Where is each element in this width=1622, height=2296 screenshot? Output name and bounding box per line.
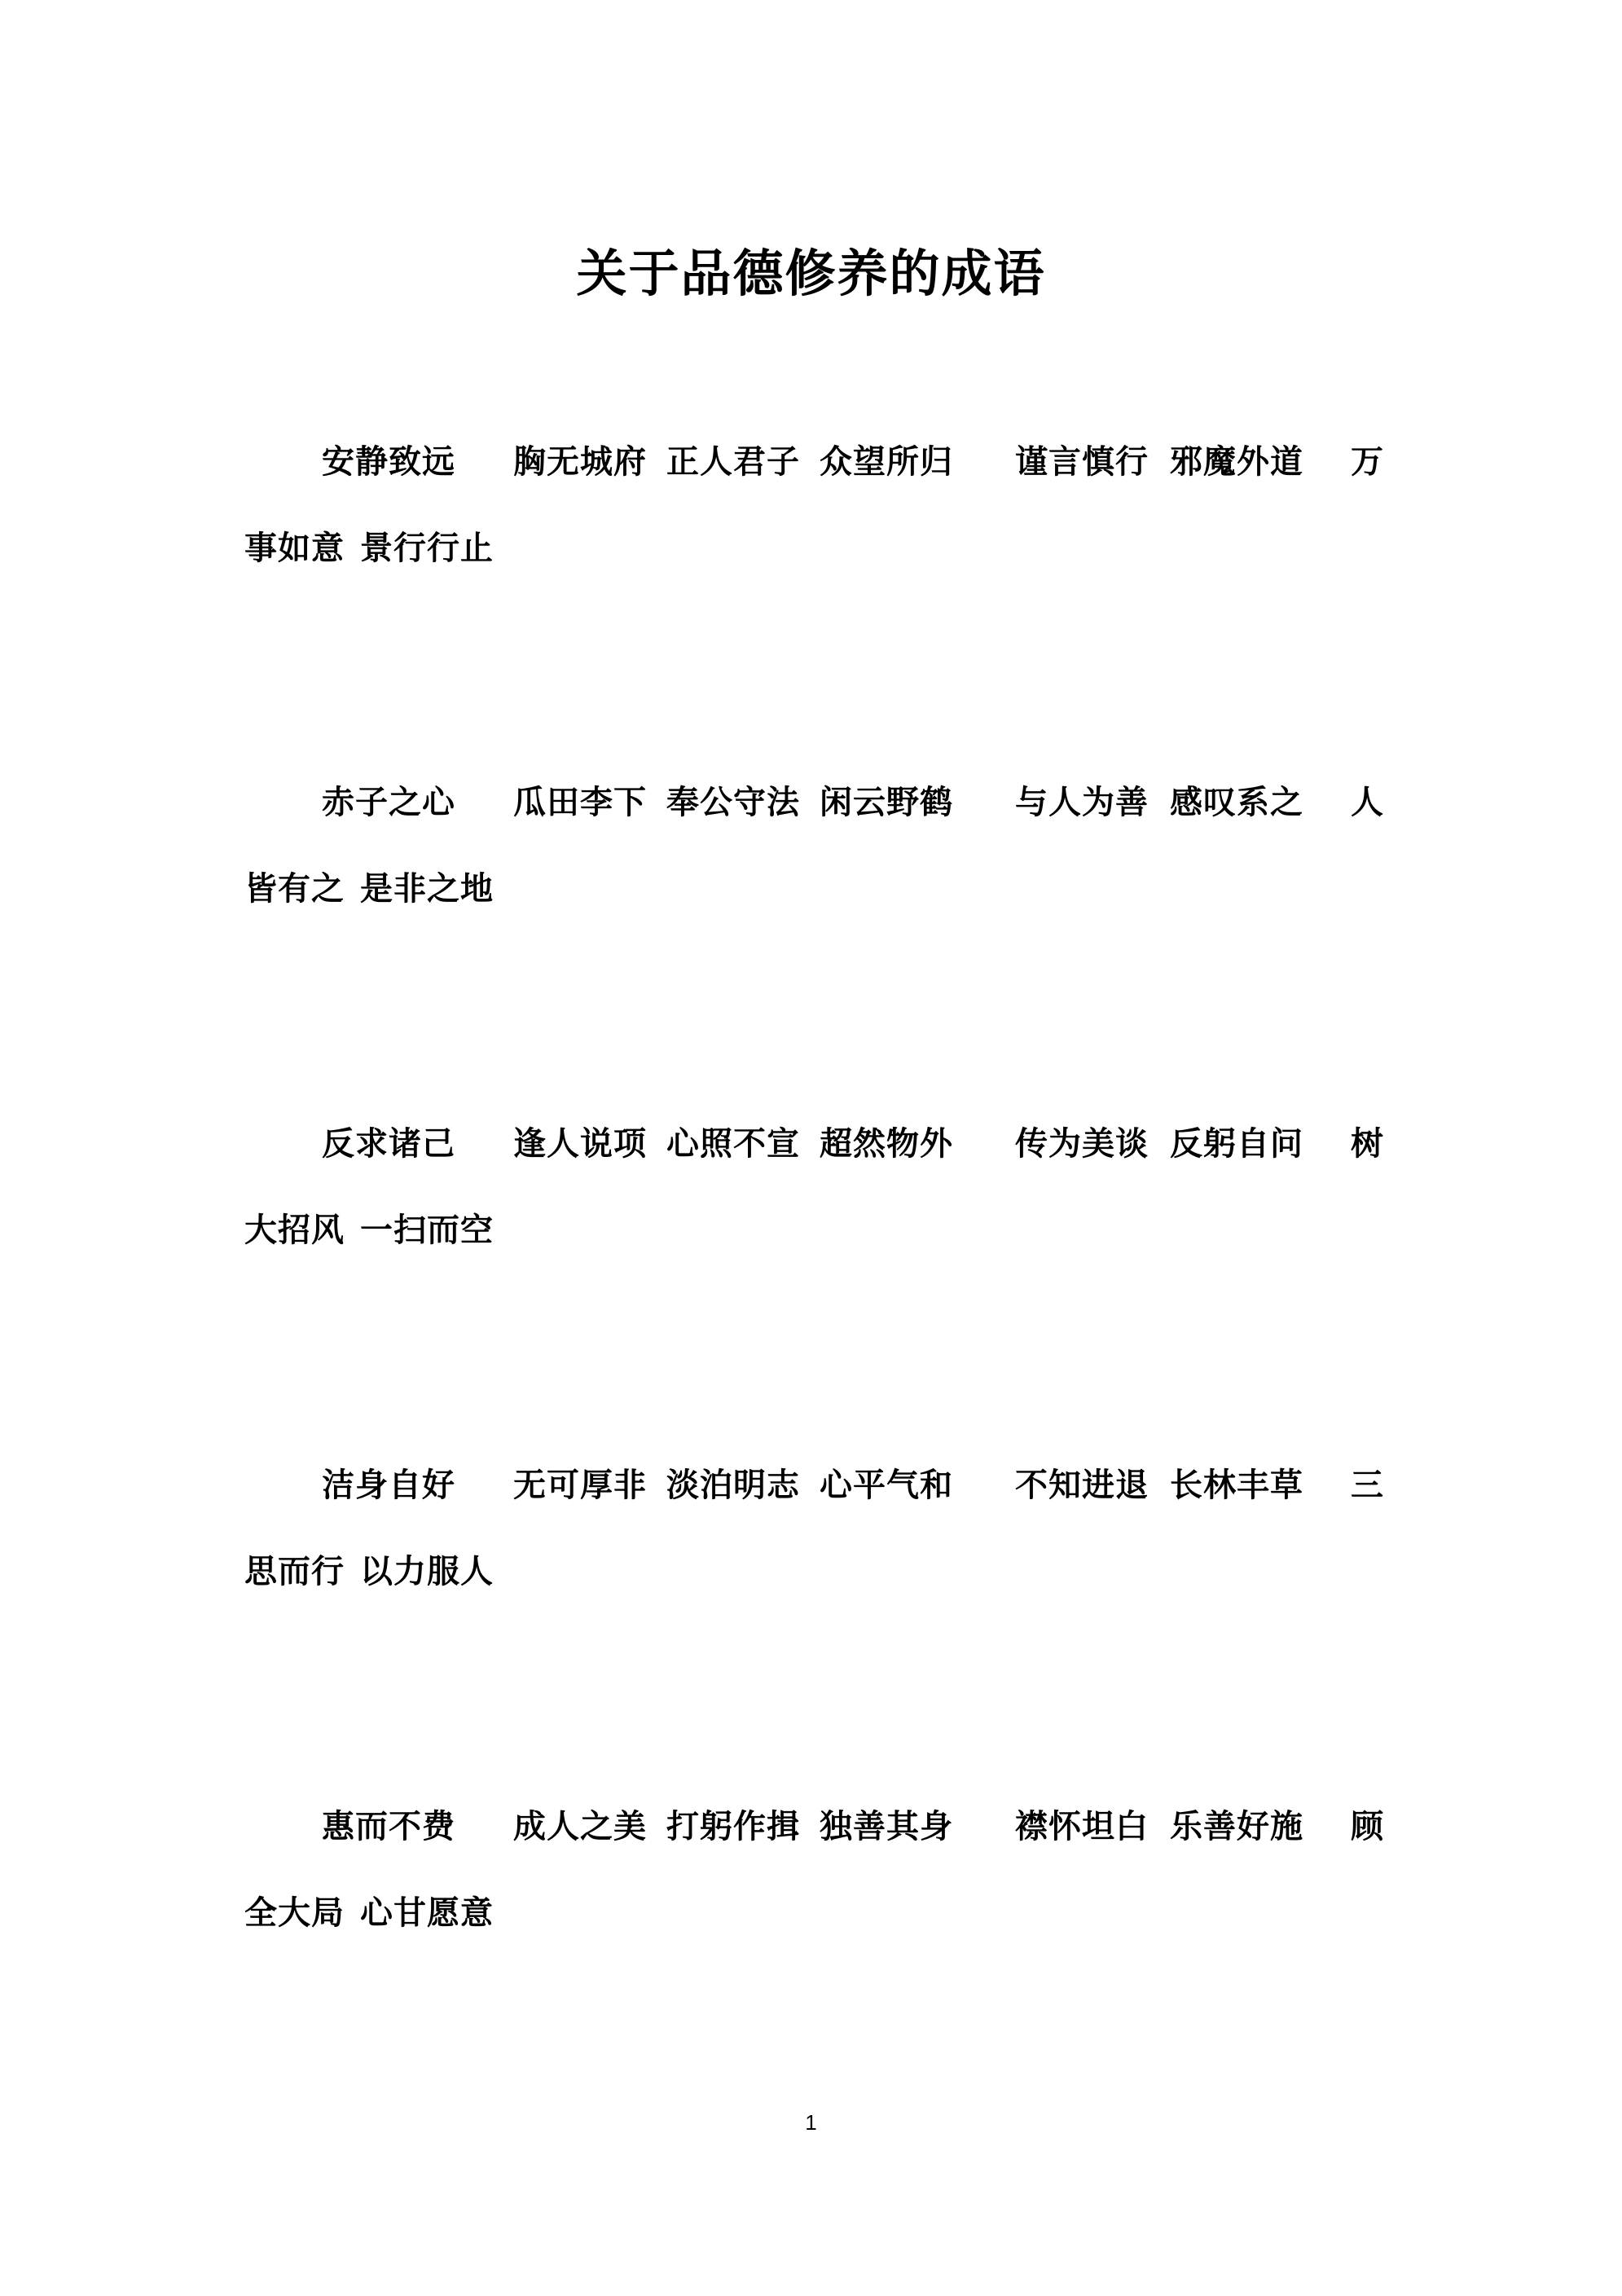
idiom: 正人君子: [666, 443, 800, 481]
idiom: 成人之美: [513, 1808, 647, 1845]
idiom-fragment: 事如意: [244, 530, 345, 567]
idiom-fragment: 顾: [1351, 1808, 1384, 1845]
idiom: 反躬自问: [1170, 1125, 1303, 1163]
idiom: 是非之地: [360, 870, 494, 908]
idiom: 传为美谈: [1015, 1125, 1149, 1163]
idiom: 逢人说项: [513, 1125, 647, 1163]
idiom: 与人为善: [1015, 784, 1149, 821]
page-title: 关于品德修养的成语: [576, 244, 1046, 303]
idiom-fragment: 万: [1351, 443, 1384, 481]
idiom: 心照不宣: [666, 1125, 800, 1163]
idiom: 惠而不费: [322, 1808, 455, 1845]
idiom: 淡泊明志: [666, 1467, 800, 1504]
idiom-fragment: 人: [1351, 784, 1384, 821]
idiom: 超然物外: [820, 1125, 953, 1163]
idiom-fragment: 树: [1351, 1125, 1384, 1163]
idiom: 安静致远: [322, 443, 455, 481]
idiom: 长林丰草: [1170, 1467, 1303, 1504]
idiom: 以力服人: [360, 1553, 494, 1590]
idiom-fragment: 皆有之: [244, 870, 345, 908]
idiom: 谨言慎行: [1015, 443, 1149, 481]
idiom-fragment: 三: [1351, 1467, 1384, 1504]
idiom: 乐善好施: [1170, 1808, 1303, 1845]
idiom: 独善其身: [820, 1808, 953, 1845]
idiom: 感叹系之: [1170, 784, 1303, 821]
idiom: 邪魔外道: [1170, 443, 1303, 481]
idiom: 胸无城府: [513, 443, 647, 481]
idiom: 无可厚非: [513, 1467, 647, 1504]
idiom: 襟怀坦白: [1015, 1808, 1149, 1845]
idiom: 打躬作揖: [666, 1808, 800, 1845]
idiom: 反求诸己: [322, 1125, 455, 1163]
idiom: 瓜田李下: [513, 784, 647, 821]
idiom: 赤子之心: [322, 784, 455, 821]
idiom: 奉公守法: [666, 784, 800, 821]
idiom: 心甘愿意: [360, 1894, 494, 1932]
idiom: 心平气和: [820, 1467, 953, 1504]
idiom-fragment: 大招风: [244, 1212, 345, 1249]
idiom-fragment: 全大局: [244, 1894, 345, 1932]
idiom: 一扫而空: [360, 1212, 494, 1249]
idiom: 不知进退: [1015, 1467, 1149, 1504]
idiom-fragment: 思而行: [244, 1553, 345, 1590]
idiom: 闲云野鹤: [820, 784, 953, 821]
idiom: 众望所归: [820, 443, 953, 481]
idiom: 洁身自好: [322, 1467, 455, 1504]
page-number: 1: [805, 2110, 817, 2135]
idiom: 景行行止: [360, 530, 494, 567]
